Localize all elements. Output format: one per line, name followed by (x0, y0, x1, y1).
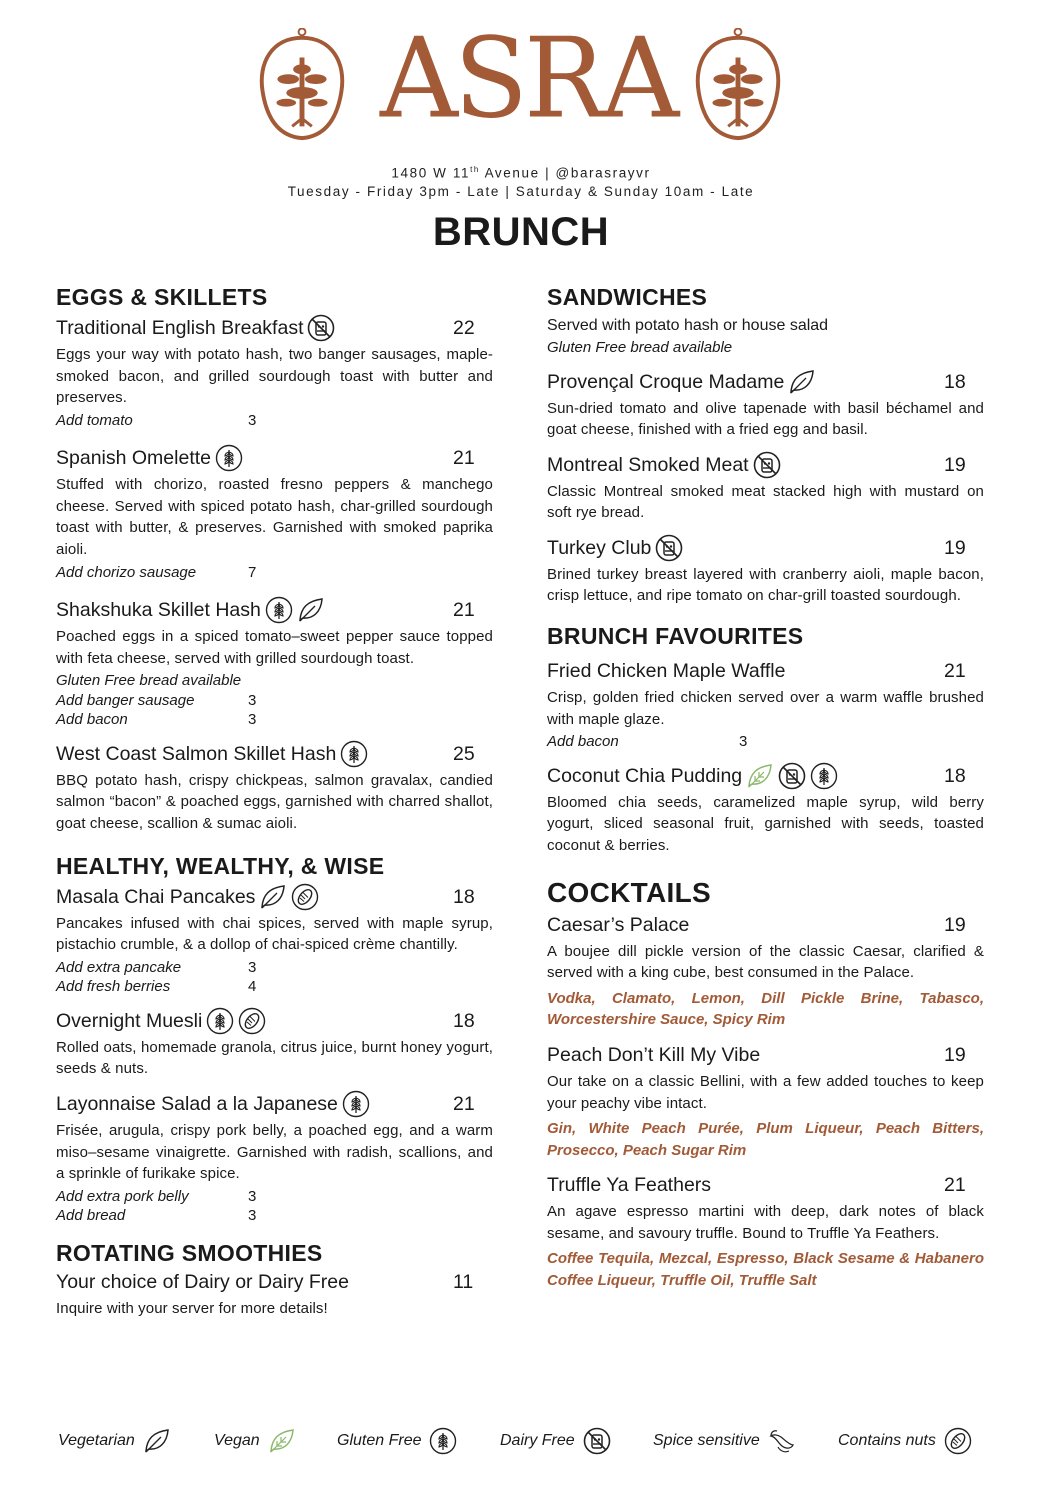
vegan-icon (268, 1427, 296, 1455)
item-price: 21 (453, 599, 475, 622)
menu-item (547, 1171, 984, 1291)
item-description: Classic Montreal smoked meat stacked high with mustard on soft rye bread. (547, 482, 984, 522)
item-description: Bloomed chia seeds, caramelized maple syrup, wild berry yogurt, sliced seasonal fruit, garnished with seeds, toasted coconut & berries. (547, 793, 984, 854)
menu-item (547, 762, 984, 857)
item-description: Rolled oats, homemade granola, citrus juice, burnt honey yogurt, seeds & nuts. (56, 1038, 493, 1078)
dairy-free-icon (307, 314, 335, 342)
item-price: 21 (944, 660, 966, 683)
section-note: Gluten Free bread available (547, 339, 733, 356)
tree-emblem-right-icon (686, 28, 790, 146)
cocktail-ingredients: Vodka, Clamato, Lemon, Dill Pickle Brine, Tabasco, Worcestershire Sauce, Spicy Rim (547, 989, 984, 1029)
menu-item (56, 596, 493, 730)
vegetarian-icon (788, 368, 816, 396)
menu-item (547, 451, 984, 524)
item-price: 11 (453, 1270, 474, 1293)
item-name: Fried Chicken Maple Waffle (547, 660, 786, 683)
item-description: An agave espresso martini with deep, dark notes of black sesame, and savoury truffle. Bound to Truffle Ya Feathers. (547, 1203, 984, 1242)
item-description: BBQ potato hash, crispy chickpeas, salmon gravalax, candied salmon “bacon” & poached eggs, garnished with charred shallot, goat cheese, scallion & sumac aioli. (56, 771, 493, 833)
item-name: Peach Don’t Kill My Vibe (547, 1043, 761, 1066)
item-price: 25 (453, 742, 475, 765)
item-price: 19 (944, 913, 966, 936)
menu-item (56, 1007, 493, 1080)
hours-line: Tuesday - Friday 3pm - Late | Saturday & Sunday 10am - Late (287, 184, 755, 199)
item-name: Masala Chai Pancakes (56, 885, 256, 908)
item-price: 19 (944, 536, 966, 559)
section-intro: Served with potato hash or house salad (547, 317, 829, 334)
page-title: BRUNCH (432, 210, 610, 254)
dairy-free-icon (753, 451, 781, 479)
asra-logo (250, 15, 790, 146)
legend-dairy-free: Dairy Free (500, 1427, 611, 1455)
addon: Add extra pork belly 3 (56, 1187, 257, 1205)
item-price: 21 (453, 447, 475, 470)
addon: Add bacon 3 (547, 733, 748, 751)
spice-sensitive-icon (768, 1427, 796, 1455)
item-name: Caesar’s Palace (547, 913, 690, 936)
menu-item (547, 911, 984, 1031)
section-title-smoothies: ROTATING SMOOTHIES (56, 1239, 323, 1266)
addon: Add chorizo sausage 7 (56, 563, 257, 581)
legend-gluten-free: Gluten Free (337, 1427, 457, 1455)
menu-item (547, 1041, 984, 1161)
item-description: Sun-dried tomato and olive tapenade with basil béchamel and goat cheese, finished with a fried egg and basil. (547, 399, 984, 439)
gluten-free-icon (206, 1007, 234, 1035)
section-title-cocktails: COCKTAILS (547, 876, 711, 908)
item-description: Frisée, arugula, crispy pork belly, a poached egg, and a warm miso–sesame vinaigrette. Garnished with radish, scallions, and a sprinkle of furikake spice. (56, 1122, 493, 1183)
item-name: Montreal Smoked Meat (547, 453, 749, 476)
dairy-free-icon (655, 534, 683, 562)
item-note: Gluten Free bread available (56, 672, 242, 690)
section-title-healthy: HEALTHY, WEALTHY, & WISE (56, 852, 385, 879)
addon: Add extra pancake 3 (56, 958, 257, 976)
legend-contains-nuts: Contains nuts (838, 1427, 972, 1455)
item-price: 19 (944, 1043, 966, 1066)
contains-nuts-icon (944, 1427, 972, 1455)
item-description: A boujee dill pickle version of the classic Caesar, clarified & served with a king cube, best consumed in the Palace. (547, 942, 984, 982)
gluten-free-icon (342, 1090, 370, 1118)
contains-nuts-icon (238, 1007, 266, 1035)
menu-item (547, 534, 984, 607)
item-description: Inquire with your server for more details! (56, 1299, 328, 1317)
legend-vegan: Vegan (214, 1427, 296, 1455)
item-price: 21 (453, 1093, 475, 1115)
gluten-free-icon (429, 1427, 457, 1455)
item-price: 18 (944, 370, 966, 393)
contains-nuts-icon (291, 883, 319, 911)
item-name: West Coast Salmon Skillet Hash (56, 742, 337, 765)
item-description: Crisp, golden fried chicken served over a warm waffle brushed with maple glaze. (547, 689, 984, 728)
addon: Add bacon 3 (56, 711, 257, 729)
left-column (56, 284, 493, 1321)
menu-item (56, 314, 493, 430)
brand-wordmark: ASRA (380, 15, 676, 144)
dietary-legend (58, 1427, 988, 1467)
tree-emblem-left-icon (250, 28, 354, 146)
menu-item (56, 1268, 493, 1320)
dairy-free-icon (583, 1427, 611, 1455)
menu-item (56, 740, 493, 835)
right-column (547, 284, 984, 1292)
item-name: Traditional English Breakfast (56, 317, 304, 339)
addon: Add bread 3 (56, 1207, 257, 1225)
menu-item (547, 657, 984, 752)
item-price: 22 (453, 317, 475, 339)
item-name: Truffle Ya Feathers (547, 1174, 712, 1197)
address-line: 1480 W 11th Avenue | @barasrayvr (391, 165, 651, 181)
addon: Add tomato 3 (56, 411, 257, 429)
section-title-eggs: EGGS & SKILLETS (56, 284, 268, 310)
cocktail-ingredients: Coffee Tequila, Mezcal, Espresso, Black Sesame & Habanero Coffee Liqueur, Truffle Oil, Truffle Salt (547, 1250, 984, 1290)
item-name: Your choice of Dairy or Dairy Free (56, 1270, 349, 1293)
gluten-free-icon (265, 596, 293, 624)
item-name: Layonnaise Salad a la Japanese (56, 1093, 338, 1115)
vegetarian-icon (297, 596, 325, 624)
vegan-icon (746, 762, 774, 790)
menu-item (56, 1090, 493, 1226)
gluten-free-icon (810, 762, 838, 790)
menu-item (547, 368, 984, 441)
item-name: Coconut Chia Pudding (547, 764, 743, 787)
menu-item (56, 444, 493, 582)
item-description: Our take on a classic Bellini, with a few added touches to keep your peachy vibe intact. (547, 1072, 984, 1112)
item-name: Provençal Croque Madame (547, 370, 785, 393)
cocktail-ingredients: Gin, White Peach Purée, Plum Liqueur, Peach Bitters, Prosecco, Peach Sugar Rim (547, 1120, 984, 1159)
menu-item (56, 883, 493, 997)
item-description: Brined turkey breast layered with cranberry aioli, maple bacon, crisp lettuce, and ripe tomato on char-grill toasted sourdough. (547, 565, 984, 605)
vegetarian-icon (143, 1427, 171, 1455)
item-description: Stuffed with chorizo, roasted fresno peppers & manchego cheese. Served with spiced potato hash, char-grilled sourdough toast with butter, & preserves. Garnished with smoked paprika aioli. (56, 476, 493, 559)
addon: Add banger sausage 3 (56, 691, 257, 709)
item-description: Poached eggs in a spiced tomato–sweet pepper sauce topped with feta cheese, served with grilled sourdough toast. (56, 628, 493, 667)
item-description: Pancakes infused with chai spices, served with maple syrup, pistachio crumble, & a dollop of chai-spiced crème chantilly. (56, 914, 493, 954)
item-price: 19 (944, 453, 966, 476)
legend-vegetarian: Vegetarian (58, 1427, 171, 1455)
vegetarian-icon (259, 883, 287, 911)
gluten-free-icon (215, 444, 243, 472)
item-price: 18 (453, 885, 475, 908)
addon: Add fresh berries 4 (56, 978, 257, 996)
item-price: 18 (453, 1009, 475, 1032)
gluten-free-icon (340, 740, 368, 768)
item-price: 21 (944, 1174, 966, 1197)
item-name: Overnight Muesli (56, 1009, 203, 1032)
legend-spice-sensitive: Spice sensitive (653, 1427, 796, 1455)
section-title-sandwiches: SANDWICHES (547, 284, 708, 310)
dairy-free-icon (778, 762, 806, 790)
item-name: Spanish Omelette (56, 447, 212, 470)
item-name: Shakshuka Skillet Hash (56, 599, 261, 622)
item-name: Turkey Club (547, 536, 652, 559)
item-description: Eggs your way with potato hash, two banger sausages, maple-smoked bacon, and grilled sourdough toast with butter and preserves. (56, 346, 493, 407)
section-title-favourites: BRUNCH FAVOURITES (547, 623, 804, 650)
item-price: 18 (944, 764, 966, 787)
